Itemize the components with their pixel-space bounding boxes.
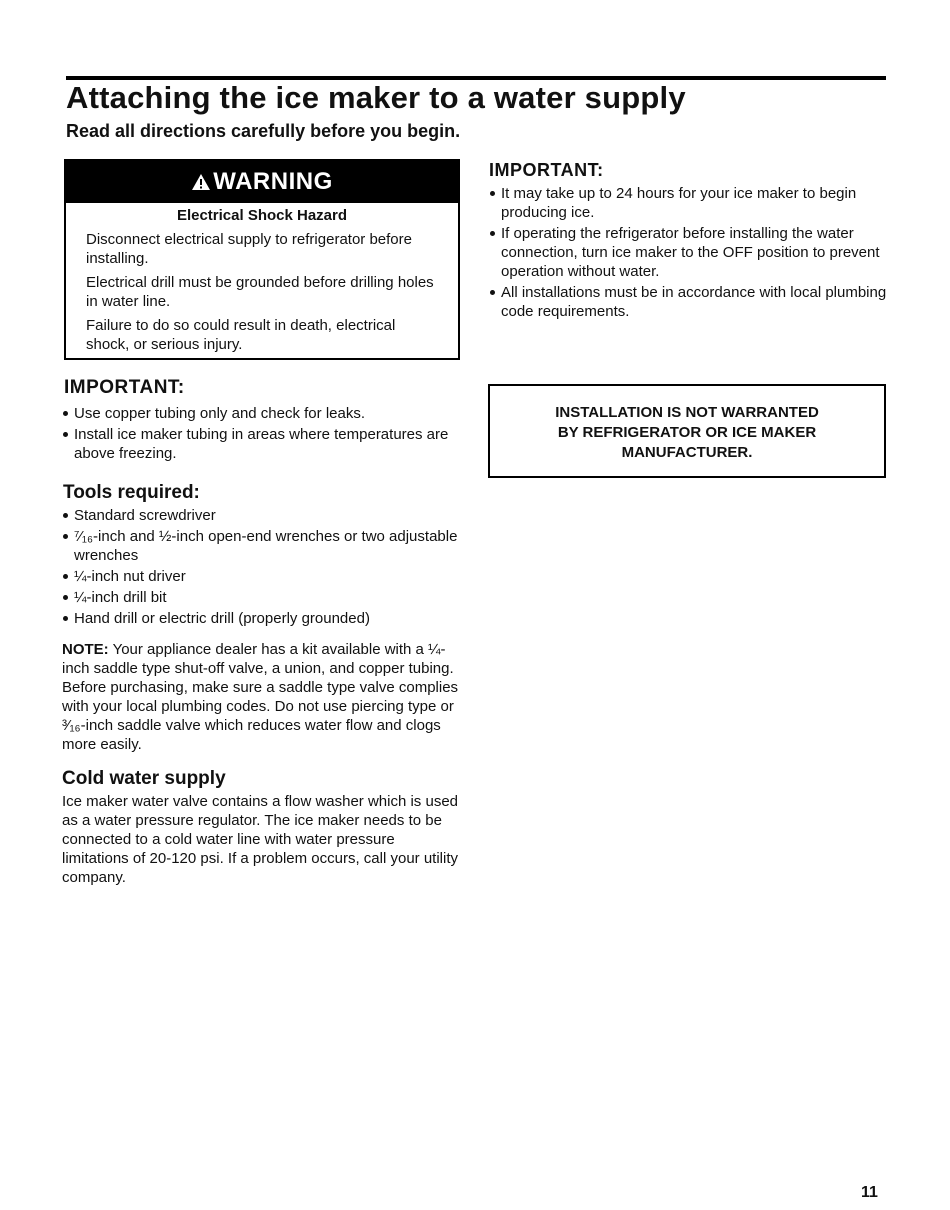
important-left-list — [62, 404, 462, 465]
page-subtitle: Read all directions carefully before you begin. — [66, 121, 461, 141]
list-item: Install ice maker tubing in areas where temperatures are above freezing. — [62, 425, 462, 463]
notice-line: INSTALLATION IS NOT WARRANTED — [555, 404, 819, 421]
warranty-notice-text — [490, 403, 884, 463]
cold-water-text: Ice maker water valve contains a flow washer which is used as a water pressure regulator. The ice maker needs to be connected to a cold water line with water pressure limitations of 20-120 psi. If a problem occurs, call your utility company. — [62, 793, 459, 886]
list-item: ¼-inch drill bit — [62, 588, 462, 607]
page-title: Attaching the ice maker to a water supply — [66, 80, 686, 115]
note-text: Your appliance dealer has a kit available with a ¼-inch saddle type shut-off valve, a union, and copper tubing. Before purchasing, make sure a saddle type valve complies with your local plumbing codes. Do not use piercing type or ³⁄₁₆-inch saddle valve which reduces water flow and clogs more easily. — [62, 641, 459, 753]
list-item: Standard screwdriver — [62, 506, 462, 525]
page-number: 11 — [861, 1184, 878, 1201]
cold-water-heading: Cold water supply — [62, 768, 226, 789]
warning-paragraph: Electrical drill must be grounded before drilling holes in water line. — [86, 274, 434, 310]
list-item: ⁷⁄₁₆-inch and ½-inch open-end wrenches or two adjustable wrenches — [62, 527, 462, 565]
warning-paragraph: Failure to do so could result in death, electrical shock, or serious injury. — [86, 317, 396, 353]
warranty-notice-box — [488, 384, 886, 478]
note-label: NOTE: — [62, 641, 109, 658]
warning-triangle-icon — [191, 173, 211, 191]
tools-heading: Tools required: — [63, 482, 200, 503]
list-item: Use copper tubing only and check for leaks. — [62, 404, 462, 423]
tools-list — [62, 506, 462, 630]
important-left-heading: IMPORTANT: — [64, 377, 185, 398]
list-item: If operating the refrigerator before installing the water connection, turn ice maker to the OFF position to prevent operation without water. — [489, 224, 889, 281]
list-item: It may take up to 24 hours for your ice maker to begin producing ice. — [489, 184, 889, 222]
list-item: All installations must be in accordance with local plumbing code requirements. — [489, 283, 889, 321]
warning-label: WARNING — [213, 168, 333, 195]
warning-banner — [66, 161, 458, 203]
list-item: ¼-inch nut driver — [62, 567, 462, 586]
notice-line: BY REFRIGERATOR OR ICE MAKER — [557, 424, 817, 441]
list-item: Hand drill or electric drill (properly grounded) — [62, 609, 462, 628]
important-right-list — [489, 184, 889, 323]
important-right-heading: IMPORTANT: — [489, 160, 604, 180]
note-paragraph — [62, 640, 462, 754]
warning-box — [64, 159, 460, 360]
warning-paragraph: Disconnect electrical supply to refrigerator before installing. — [86, 231, 412, 267]
hazard-title: Electrical Shock Hazard — [176, 207, 348, 224]
notice-line: MANUFACTURER. — [621, 444, 753, 461]
